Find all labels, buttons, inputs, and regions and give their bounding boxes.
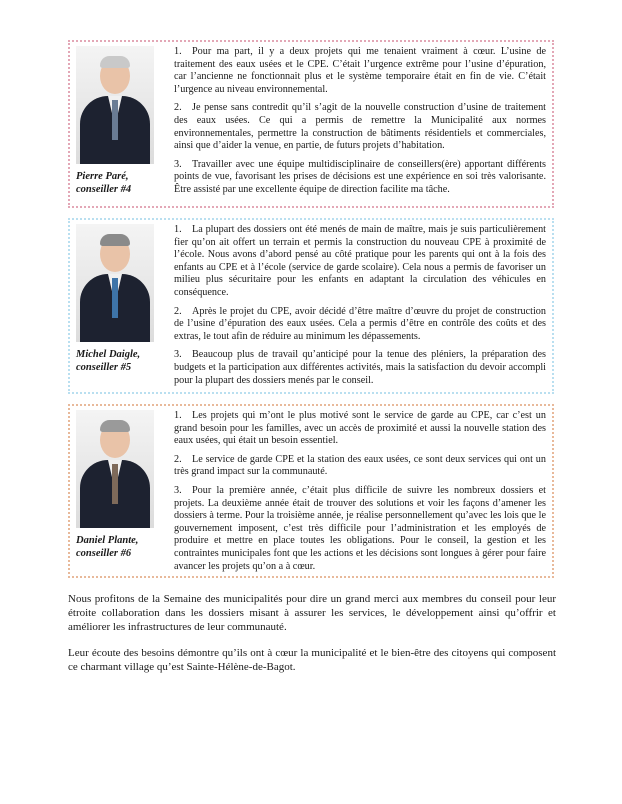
answer-paragraph: 1. Les projets qui m’ont le plus motivé sont le service de garde au CPE, car c’est un grand besoin pour les familles, avec un accès de proximité et aussi la nouvelle station des eaux usées, qui était un besoin essentiel.: [174, 410, 546, 447]
councillor-name: Michel Daigle, conseiller #5: [76, 349, 141, 373]
answer-paragraph: 1. La plupart des dossiers ont été menés de main de maître, mais je suis particulièrement fier qu’on ait offert un terrain et permis la construction du nouveau CPE à proximité de l’école. Nous avons d’abord pensé au côté pratique pour les parents qui ont à la fois des enfants au CPE et à l’école (service de garde scolaire). Cela nous a permis de favoriser un milieu plus sécuritaire pour les enfants en adaptant la circulation des véhicules en conséquence.: [174, 224, 546, 298]
councillor-photo-column: [76, 46, 162, 196]
answer-paragraph: 3. Travailler avec une équipe multidisciplinaire de conseillers(ère) apportant différents points de vue, favorisant les prises de décisions est une expérience en soi très valorisante. Être assisté par une excellente équipe de direction facilite ma tâche.: [174, 158, 546, 195]
councillor-answers: [174, 224, 546, 393]
councillor-card-pierre-pare: [68, 40, 554, 208]
closing-paragraph-thanks: Nous profitons de la Semaine des municipalités pour dire un grand merci aux membres du conseil pour leur étroite collaboration dans les dossiers misant à assurer les services, le développement ainsi qu’offrir et améliorer les infrastructures de leur communauté.: [68, 593, 556, 633]
councillor-photo: [76, 46, 154, 164]
councillor-answers: [174, 46, 546, 203]
answer-paragraph: 2. Le service de garde CPE et la station des eaux usées, ce sont deux services qui ont un très grand impact sur la communauté.: [174, 453, 546, 478]
councillor-photo-column: [76, 410, 162, 560]
councillor-photo-column: [76, 224, 162, 374]
answer-paragraph: 2. Après le projet du CPE, avoir décidé d’être maître d’œuvre du projet de construction de l’usine d’épuration des eaux usées. Cela a permis d’être en contrôle des coûts et des extras, le tout afin de réduire au minimum les dépassements.: [174, 305, 546, 342]
councillor-card-daniel-plante: [68, 404, 554, 578]
councillor-card-michel-daigle: [68, 218, 554, 394]
councillor-name: Pierre Paré, conseiller #4: [76, 171, 132, 195]
councillor-name: Daniel Plante, conseiller #6: [76, 535, 139, 559]
answer-paragraph: 2. Je pense sans contredit qu’il s’agit de la nouvelle construction d’usine de traitement des eaux usées. Ce qui a permis de remettre la Municipalité aux normes environnementales, permettre la construction de bâtiments résidentiels et commerciales, ainsi que d’aider la venue, en partie, de futurs projets d’habitation.: [174, 102, 546, 152]
councillor-photo: [76, 224, 154, 342]
answer-paragraph: 3. Pour la première année, c’était plus difficile de suivre les nombreux dossiers et projets. La deuxième année était de trouver des solutions et voir les façons d’amener les dossiers à terme. Pour la troisième année, je réalise personnellement qu’avec les lois que le gouvernement imposent, c’est très difficile pour l’administration et les employés de produire et mettre en place toutes les obligations. Pour le conseil, la gestion et les contraintes municipales font que les actions et les décisions sont longues à gérer pour faire avancer les projets qu’on a à cœur.: [174, 484, 546, 572]
councillor-photo: [76, 410, 154, 528]
answer-paragraph: 1. Pour ma part, il y a deux projets qui me tenaient vraiment à cœur. L’usine de traitement des eaux usées et le CPE. C’était l’urgence extrême pour l’usine d’épuration, car l’ancienne ne fonctionnait plus et le système temporaire était en fin de vie. C’était l’urgence au niveau environnemental.: [174, 46, 546, 95]
closing-paragraph-community: Leur écoute des besoins démontre qu’ils ont à cœur la municipalité et le bien-être des citoyens qui composent ce charmant village qu’est Sainte-Hélène-de-Bagot.: [68, 647, 556, 673]
answer-paragraph: 3. Beaucoup plus de travail qu’anticipé pour la tenue des pléniers, la préparation des budgets et la participation aux différentes activités, mais la satisfaction du devoir accompli pour la plupart des dossiers menés par le conseil.: [174, 349, 546, 386]
councillor-answers: [174, 410, 546, 579]
